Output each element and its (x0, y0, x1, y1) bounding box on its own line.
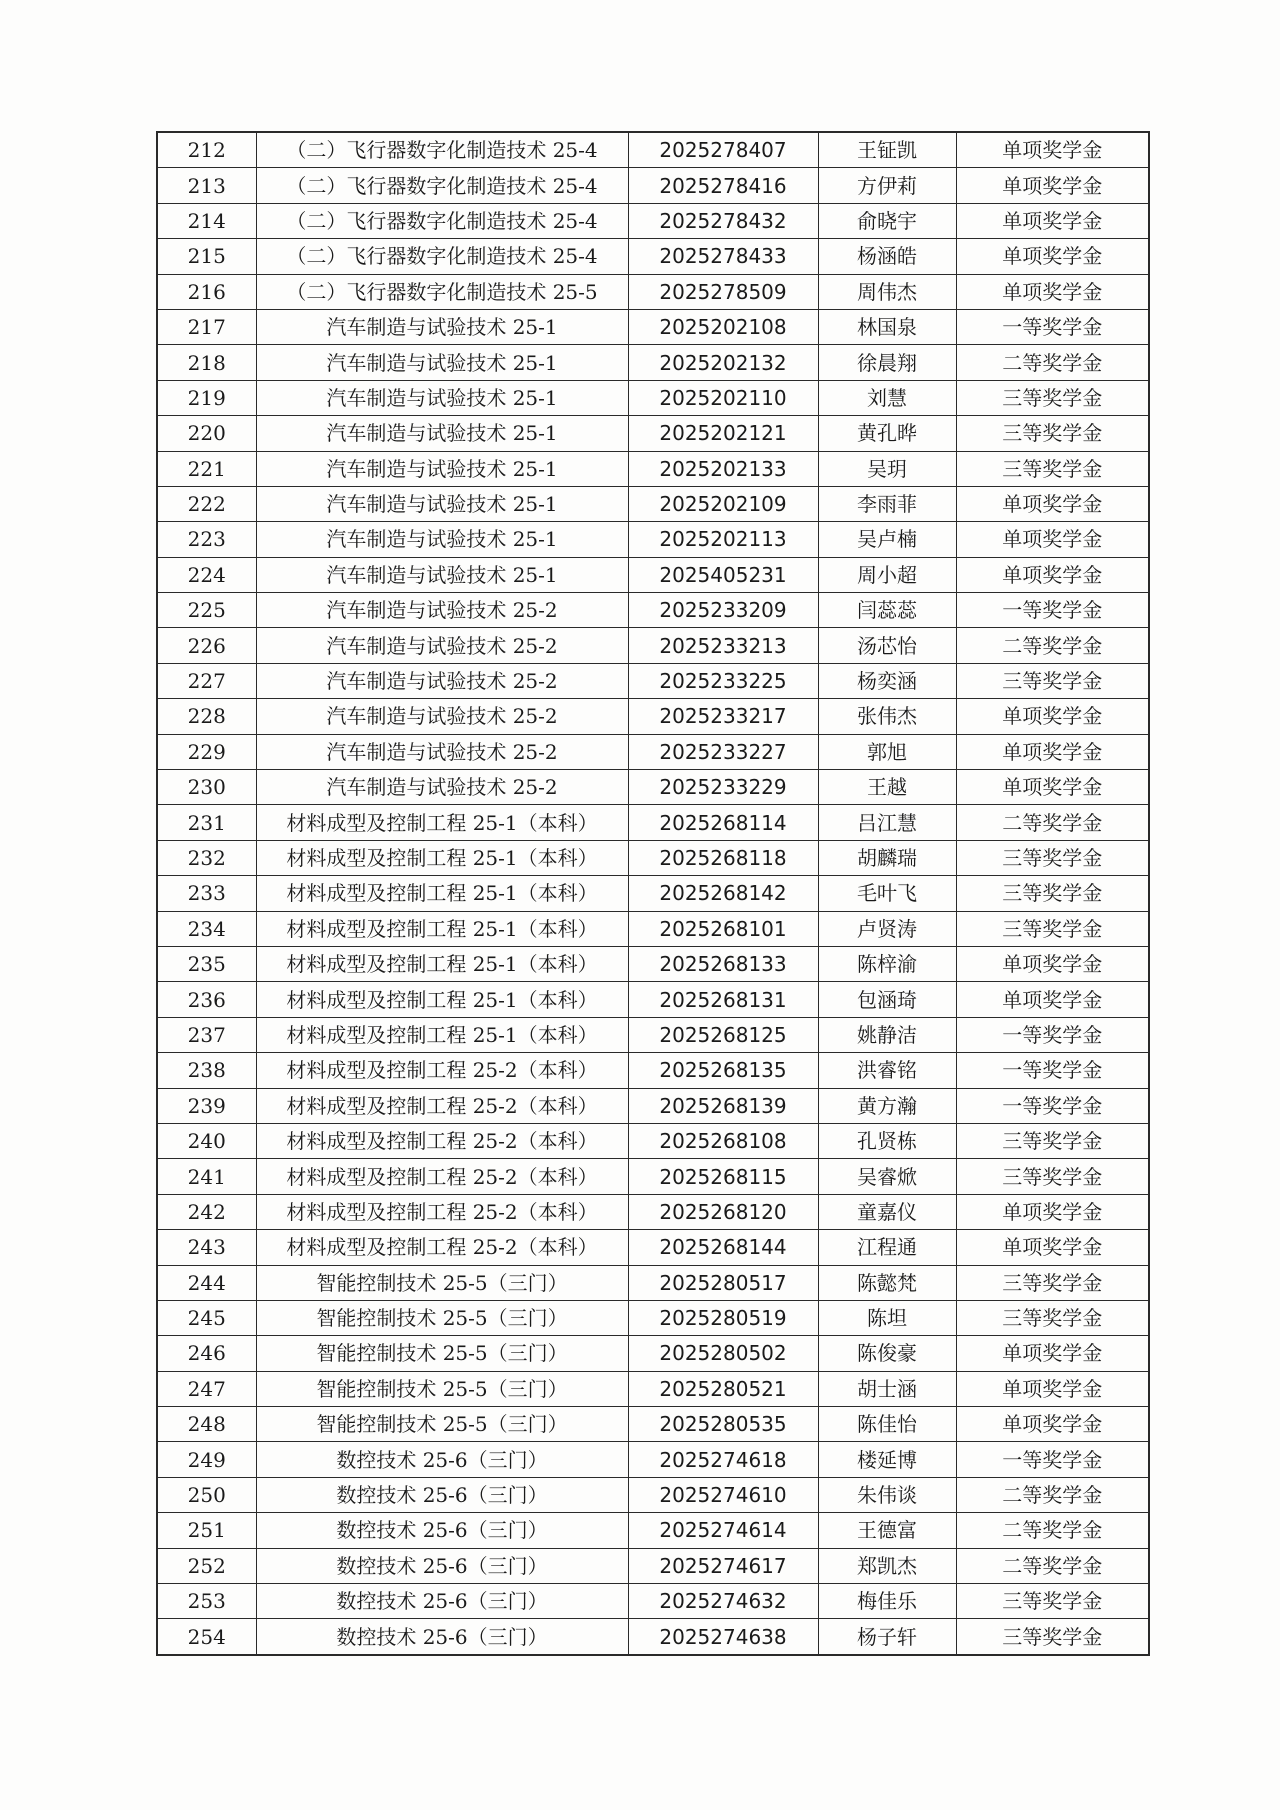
table-row (157, 699, 1149, 734)
class-name-cell: 材料成型及控制工程 25-1（本科） (256, 946, 628, 981)
student-id-cell: 2025280502 (628, 1336, 818, 1371)
student-id-cell: 2025233229 (628, 770, 818, 805)
row-number-cell: 227 (157, 663, 256, 698)
student-id-cell: 2025268125 (628, 1017, 818, 1052)
award-type-cell: 一等奖学金 (956, 1053, 1149, 1088)
student-name-cell: 黄孔晔 (818, 416, 956, 451)
class-name-cell: 数控技术 25-6（三门） (256, 1477, 628, 1512)
row-number-cell: 223 (157, 522, 256, 557)
class-name-cell: （二）飞行器数字化制造技术 25-4 (256, 239, 628, 274)
row-number-cell: 219 (157, 380, 256, 415)
student-name-cell: 郑凯杰 (818, 1548, 956, 1583)
award-type-cell: 二等奖学金 (956, 805, 1149, 840)
class-name-cell: 材料成型及控制工程 25-1（本科） (256, 911, 628, 946)
award-type-cell: 三等奖学金 (956, 416, 1149, 451)
student-name-cell: 汤芯怡 (818, 628, 956, 663)
row-number-cell: 214 (157, 203, 256, 238)
award-type-cell: 单项奖学金 (956, 1407, 1149, 1442)
award-type-cell: 单项奖学金 (956, 770, 1149, 805)
row-number-cell: 224 (157, 557, 256, 592)
table-row (157, 1159, 1149, 1194)
table-row (157, 1053, 1149, 1088)
student-id-cell: 2025202113 (628, 522, 818, 557)
award-type-cell: 单项奖学金 (956, 1336, 1149, 1371)
student-id-cell: 2025280517 (628, 1265, 818, 1300)
table-row (157, 132, 1149, 168)
student-id-cell: 2025274632 (628, 1584, 818, 1619)
award-type-cell: 三等奖学金 (956, 1123, 1149, 1158)
student-id-cell: 2025405231 (628, 557, 818, 592)
table-row (157, 1194, 1149, 1229)
scholarship-table (156, 131, 1150, 1656)
table-row (157, 522, 1149, 557)
award-type-cell: 三等奖学金 (956, 1159, 1149, 1194)
table-row (157, 1123, 1149, 1158)
row-number-cell: 225 (157, 593, 256, 628)
row-number-cell: 238 (157, 1053, 256, 1088)
student-name-cell: 刘慧 (818, 380, 956, 415)
class-name-cell: 材料成型及控制工程 25-2（本科） (256, 1194, 628, 1229)
award-type-cell: 一等奖学金 (956, 1088, 1149, 1123)
student-id-cell: 2025278433 (628, 239, 818, 274)
row-number-cell: 222 (157, 486, 256, 521)
class-name-cell: 智能控制技术 25-5（三门） (256, 1265, 628, 1300)
award-type-cell: 二等奖学金 (956, 1477, 1149, 1512)
row-number-cell: 217 (157, 309, 256, 344)
table-row (157, 734, 1149, 769)
student-id-cell: 2025268114 (628, 805, 818, 840)
student-id-cell: 2025274638 (628, 1619, 818, 1655)
table-row (157, 1442, 1149, 1477)
row-number-cell: 250 (157, 1477, 256, 1512)
student-id-cell: 2025233217 (628, 699, 818, 734)
row-number-cell: 220 (157, 416, 256, 451)
class-name-cell: 汽车制造与试验技术 25-2 (256, 770, 628, 805)
table-row (157, 1407, 1149, 1442)
class-name-cell: 数控技术 25-6（三门） (256, 1442, 628, 1477)
student-name-cell: 卢贤涛 (818, 911, 956, 946)
row-number-cell: 245 (157, 1300, 256, 1335)
row-number-cell: 253 (157, 1584, 256, 1619)
class-name-cell: 材料成型及控制工程 25-2（本科） (256, 1088, 628, 1123)
award-type-cell: 单项奖学金 (956, 486, 1149, 521)
student-id-cell: 2025268115 (628, 1159, 818, 1194)
student-name-cell: 楼延博 (818, 1442, 956, 1477)
student-name-cell: 洪睿铭 (818, 1053, 956, 1088)
row-number-cell: 251 (157, 1513, 256, 1548)
student-id-cell: 2025280535 (628, 1407, 818, 1442)
table-row (157, 1619, 1149, 1655)
award-type-cell: 单项奖学金 (956, 982, 1149, 1017)
row-number-cell: 239 (157, 1088, 256, 1123)
student-id-cell: 2025233225 (628, 663, 818, 698)
class-name-cell: 材料成型及控制工程 25-2（本科） (256, 1159, 628, 1194)
award-type-cell: 单项奖学金 (956, 699, 1149, 734)
student-id-cell: 2025268108 (628, 1123, 818, 1158)
class-name-cell: 材料成型及控制工程 25-1（本科） (256, 840, 628, 875)
row-number-cell: 216 (157, 274, 256, 309)
row-number-cell: 232 (157, 840, 256, 875)
table-row (157, 628, 1149, 663)
student-name-cell: 张伟杰 (818, 699, 956, 734)
row-number-cell: 235 (157, 946, 256, 981)
student-name-cell: 杨奕涵 (818, 663, 956, 698)
class-name-cell: 材料成型及控制工程 25-2（本科） (256, 1053, 628, 1088)
award-type-cell: 一等奖学金 (956, 309, 1149, 344)
row-number-cell: 240 (157, 1123, 256, 1158)
award-type-cell: 二等奖学金 (956, 345, 1149, 380)
award-type-cell: 单项奖学金 (956, 168, 1149, 203)
student-name-cell: 陈佳怡 (818, 1407, 956, 1442)
table-row (157, 1017, 1149, 1052)
class-name-cell: 汽车制造与试验技术 25-1 (256, 486, 628, 521)
row-number-cell: 244 (157, 1265, 256, 1300)
row-number-cell: 243 (157, 1230, 256, 1265)
class-name-cell: 智能控制技术 25-5（三门） (256, 1336, 628, 1371)
table-row (157, 911, 1149, 946)
row-number-cell: 247 (157, 1371, 256, 1406)
table-row (157, 876, 1149, 911)
award-type-cell: 一等奖学金 (956, 1017, 1149, 1052)
award-type-cell: 单项奖学金 (956, 734, 1149, 769)
award-type-cell: 单项奖学金 (956, 946, 1149, 981)
class-name-cell: 材料成型及控制工程 25-1（本科） (256, 1017, 628, 1052)
award-type-cell: 一等奖学金 (956, 1442, 1149, 1477)
student-id-cell: 2025202108 (628, 309, 818, 344)
table-row (157, 451, 1149, 486)
class-name-cell: 汽车制造与试验技术 25-2 (256, 628, 628, 663)
row-number-cell: 237 (157, 1017, 256, 1052)
table-row (157, 380, 1149, 415)
student-id-cell: 2025274617 (628, 1548, 818, 1583)
award-type-cell: 单项奖学金 (956, 274, 1149, 309)
award-type-cell: 三等奖学金 (956, 1619, 1149, 1655)
class-name-cell: 材料成型及控制工程 25-1（本科） (256, 805, 628, 840)
student-id-cell: 2025202109 (628, 486, 818, 521)
student-name-cell: 徐晨翔 (818, 345, 956, 380)
student-name-cell: 童嘉仪 (818, 1194, 956, 1229)
student-name-cell: 杨涵皓 (818, 239, 956, 274)
student-name-cell: 周小超 (818, 557, 956, 592)
student-id-cell: 2025233209 (628, 593, 818, 628)
student-name-cell: 王钲凯 (818, 132, 956, 168)
row-number-cell: 234 (157, 911, 256, 946)
table-row (157, 1300, 1149, 1335)
table-row (157, 203, 1149, 238)
class-name-cell: 汽车制造与试验技术 25-2 (256, 593, 628, 628)
table-row (157, 486, 1149, 521)
award-type-cell: 三等奖学金 (956, 911, 1149, 946)
row-number-cell: 246 (157, 1336, 256, 1371)
student-id-cell: 2025268101 (628, 911, 818, 946)
award-type-cell: 三等奖学金 (956, 840, 1149, 875)
student-id-cell: 2025268133 (628, 946, 818, 981)
student-name-cell: 杨子轩 (818, 1619, 956, 1655)
row-number-cell: 215 (157, 239, 256, 274)
student-id-cell: 2025202133 (628, 451, 818, 486)
class-name-cell: 数控技术 25-6（三门） (256, 1513, 628, 1548)
table-row (157, 805, 1149, 840)
row-number-cell: 249 (157, 1442, 256, 1477)
row-number-cell: 212 (157, 132, 256, 168)
award-type-cell: 三等奖学金 (956, 1584, 1149, 1619)
student-name-cell: 陈坦 (818, 1300, 956, 1335)
table-row (157, 1513, 1149, 1548)
table-row (157, 593, 1149, 628)
row-number-cell: 226 (157, 628, 256, 663)
table-row (157, 946, 1149, 981)
table-row (157, 1336, 1149, 1371)
student-name-cell: 王德富 (818, 1513, 956, 1548)
class-name-cell: 汽车制造与试验技术 25-1 (256, 380, 628, 415)
student-id-cell: 2025278407 (628, 132, 818, 168)
student-name-cell: 周伟杰 (818, 274, 956, 309)
student-name-cell: 王越 (818, 770, 956, 805)
student-name-cell: 毛叶飞 (818, 876, 956, 911)
table-row (157, 1230, 1149, 1265)
class-name-cell: 智能控制技术 25-5（三门） (256, 1371, 628, 1406)
table-row (157, 770, 1149, 805)
award-type-cell: 三等奖学金 (956, 380, 1149, 415)
class-name-cell: 材料成型及控制工程 25-1（本科） (256, 982, 628, 1017)
class-name-cell: 汽车制造与试验技术 25-1 (256, 345, 628, 380)
student-id-cell: 2025202132 (628, 345, 818, 380)
student-id-cell: 2025233213 (628, 628, 818, 663)
class-name-cell: 数控技术 25-6（三门） (256, 1584, 628, 1619)
row-number-cell: 213 (157, 168, 256, 203)
student-id-cell: 2025274614 (628, 1513, 818, 1548)
student-name-cell: 李雨菲 (818, 486, 956, 521)
student-name-cell: 吴卢楠 (818, 522, 956, 557)
class-name-cell: 汽车制造与试验技术 25-2 (256, 699, 628, 734)
award-type-cell: 一等奖学金 (956, 593, 1149, 628)
table-row (157, 168, 1149, 203)
row-number-cell: 229 (157, 734, 256, 769)
row-number-cell: 221 (157, 451, 256, 486)
table-row (157, 345, 1149, 380)
table-row (157, 1088, 1149, 1123)
row-number-cell: 236 (157, 982, 256, 1017)
class-name-cell: 汽车制造与试验技术 25-2 (256, 663, 628, 698)
student-name-cell: 朱伟谈 (818, 1477, 956, 1512)
award-type-cell: 三等奖学金 (956, 1300, 1149, 1335)
table-row (157, 557, 1149, 592)
class-name-cell: （二）飞行器数字化制造技术 25-4 (256, 203, 628, 238)
award-type-cell: 单项奖学金 (956, 1371, 1149, 1406)
award-type-cell: 单项奖学金 (956, 557, 1149, 592)
class-name-cell: 智能控制技术 25-5（三门） (256, 1407, 628, 1442)
student-name-cell: 郭旭 (818, 734, 956, 769)
row-number-cell: 241 (157, 1159, 256, 1194)
table-row (157, 1584, 1149, 1619)
class-name-cell: 汽车制造与试验技术 25-1 (256, 451, 628, 486)
student-id-cell: 2025268118 (628, 840, 818, 875)
class-name-cell: 汽车制造与试验技术 25-1 (256, 416, 628, 451)
student-id-cell: 2025268144 (628, 1230, 818, 1265)
student-id-cell: 2025278416 (628, 168, 818, 203)
student-id-cell: 2025202121 (628, 416, 818, 451)
student-name-cell: 闫蕊蕊 (818, 593, 956, 628)
student-name-cell: 姚静洁 (818, 1017, 956, 1052)
table-row (157, 1548, 1149, 1583)
table-row (157, 840, 1149, 875)
student-id-cell: 2025268142 (628, 876, 818, 911)
row-number-cell: 248 (157, 1407, 256, 1442)
class-name-cell: 材料成型及控制工程 25-1（本科） (256, 876, 628, 911)
table-row (157, 1265, 1149, 1300)
student-id-cell: 2025202110 (628, 380, 818, 415)
student-name-cell: 林国泉 (818, 309, 956, 344)
class-name-cell: 汽车制造与试验技术 25-1 (256, 522, 628, 557)
student-name-cell: 梅佳乐 (818, 1584, 956, 1619)
student-id-cell: 2025233227 (628, 734, 818, 769)
student-id-cell: 2025268139 (628, 1088, 818, 1123)
student-id-cell: 2025274610 (628, 1477, 818, 1512)
class-name-cell: 汽车制造与试验技术 25-1 (256, 309, 628, 344)
row-number-cell: 254 (157, 1619, 256, 1655)
student-name-cell: 吴睿焮 (818, 1159, 956, 1194)
class-name-cell: 材料成型及控制工程 25-2（本科） (256, 1123, 628, 1158)
class-name-cell: 汽车制造与试验技术 25-1 (256, 557, 628, 592)
student-id-cell: 2025280519 (628, 1300, 818, 1335)
class-name-cell: （二）飞行器数字化制造技术 25-4 (256, 168, 628, 203)
row-number-cell: 231 (157, 805, 256, 840)
student-id-cell: 2025278432 (628, 203, 818, 238)
table-row (157, 982, 1149, 1017)
award-type-cell: 三等奖学金 (956, 876, 1149, 911)
award-type-cell: 单项奖学金 (956, 132, 1149, 168)
award-type-cell: 三等奖学金 (956, 451, 1149, 486)
student-name-cell: 吕江慧 (818, 805, 956, 840)
student-name-cell: 江程通 (818, 1230, 956, 1265)
student-name-cell: 俞晓宇 (818, 203, 956, 238)
student-name-cell: 陈俊豪 (818, 1336, 956, 1371)
award-type-cell: 单项奖学金 (956, 239, 1149, 274)
table-row (157, 416, 1149, 451)
award-type-cell: 单项奖学金 (956, 1230, 1149, 1265)
award-type-cell: 三等奖学金 (956, 663, 1149, 698)
class-name-cell: （二）飞行器数字化制造技术 25-4 (256, 132, 628, 168)
class-name-cell: 数控技术 25-6（三门） (256, 1619, 628, 1655)
table-row (157, 663, 1149, 698)
student-id-cell: 2025278509 (628, 274, 818, 309)
row-number-cell: 218 (157, 345, 256, 380)
award-type-cell: 二等奖学金 (956, 1548, 1149, 1583)
row-number-cell: 228 (157, 699, 256, 734)
award-type-cell: 二等奖学金 (956, 1513, 1149, 1548)
student-name-cell: 陈懿梵 (818, 1265, 956, 1300)
table-row (157, 1477, 1149, 1512)
student-id-cell: 2025268120 (628, 1194, 818, 1229)
student-name-cell: 黄方瀚 (818, 1088, 956, 1123)
table-row (157, 274, 1149, 309)
student-name-cell: 包涵琦 (818, 982, 956, 1017)
row-number-cell: 230 (157, 770, 256, 805)
row-number-cell: 252 (157, 1548, 256, 1583)
row-number-cell: 233 (157, 876, 256, 911)
student-name-cell: 孔贤栋 (818, 1123, 956, 1158)
class-name-cell: 汽车制造与试验技术 25-2 (256, 734, 628, 769)
class-name-cell: 材料成型及控制工程 25-2（本科） (256, 1230, 628, 1265)
student-name-cell: 胡麟瑞 (818, 840, 956, 875)
student-id-cell: 2025268131 (628, 982, 818, 1017)
class-name-cell: 数控技术 25-6（三门） (256, 1548, 628, 1583)
student-id-cell: 2025274618 (628, 1442, 818, 1477)
student-name-cell: 方伊莉 (818, 168, 956, 203)
row-number-cell: 242 (157, 1194, 256, 1229)
student-name-cell: 陈梓渝 (818, 946, 956, 981)
award-type-cell: 单项奖学金 (956, 522, 1149, 557)
table-row (157, 1371, 1149, 1406)
student-id-cell: 2025280521 (628, 1371, 818, 1406)
award-type-cell: 二等奖学金 (956, 628, 1149, 663)
award-type-cell: 单项奖学金 (956, 203, 1149, 238)
table-row (157, 309, 1149, 344)
award-type-cell: 三等奖学金 (956, 1265, 1149, 1300)
table-body (157, 132, 1149, 1655)
award-type-cell: 单项奖学金 (956, 1194, 1149, 1229)
class-name-cell: （二）飞行器数字化制造技术 25-5 (256, 274, 628, 309)
table-row (157, 239, 1149, 274)
student-id-cell: 2025268135 (628, 1053, 818, 1088)
student-name-cell: 胡士涵 (818, 1371, 956, 1406)
student-name-cell: 吴玥 (818, 451, 956, 486)
class-name-cell: 智能控制技术 25-5（三门） (256, 1300, 628, 1335)
